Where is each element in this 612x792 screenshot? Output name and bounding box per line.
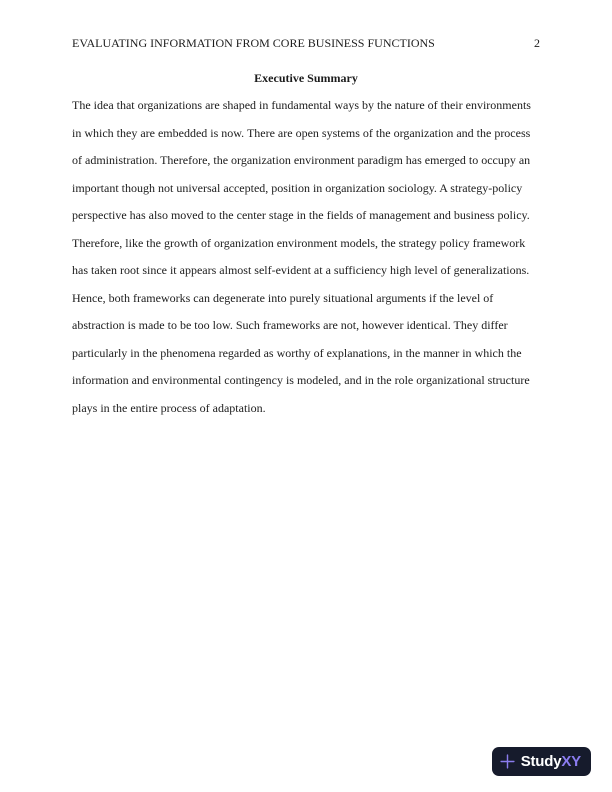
page-number: 2: [534, 36, 540, 50]
text-line: has taken root since it appears almost self-evident at a sufficiency high level of generalizations.: [72, 263, 530, 277]
text-line: The idea that organizations are shaped in fundamental ways by the nature of their environments: [72, 98, 531, 112]
text-line: plays in the entire process of adaptation.: [72, 400, 266, 415]
logo-text: [521, 754, 581, 769]
text-line: Hence, both frameworks can degenerate into purely situational arguments if the level of: [72, 290, 494, 305]
running-head: [72, 36, 540, 50]
section-heading: Executive Summary: [254, 71, 358, 85]
text-line: important though not universal accepted, position in organization sociology. A strategy-policy: [72, 180, 523, 195]
studyxy-badge: [492, 747, 591, 776]
text-line: Therefore, like the growth of organization environment models, the strategy policy framework: [72, 235, 526, 250]
text-line: of administration. Therefore, the organization environment paradigm has emerged to occupy an: [72, 153, 531, 167]
text-line: information and environmental contingency is modeled, and in the role organizational structure: [72, 373, 530, 387]
text-line: perspective has also moved to the center stage in the fields of management and business policy.: [72, 208, 530, 222]
body-paragraph: [72, 92, 544, 422]
text-line: particularly in the phenomena regarded as worthy of explanations, in the manner in which the: [72, 345, 522, 360]
logo-text-study: Study: [520, 753, 562, 770]
logo-text-xy: XY: [561, 753, 581, 770]
plus-icon: [499, 753, 516, 770]
text-line: in which they are embedded is now. There are open systems of the organization and the process: [72, 125, 531, 140]
text-line: abstraction is made to be too low. Such frameworks are not, however identical. They differ: [72, 318, 508, 332]
running-head-title: EVALUATING INFORMATION FROM CORE BUSINESS FUNCTIONS: [72, 36, 435, 50]
